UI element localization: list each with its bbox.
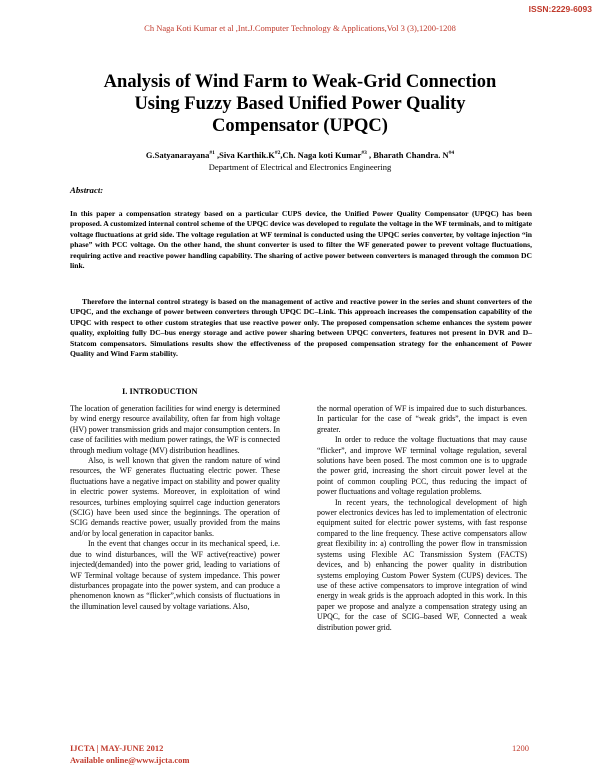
author-list — [0, 150, 600, 160]
title-line-1: Analysis of Wind Farm to Weak-Grid Connection — [103, 72, 497, 92]
author-2-mark: #2 — [274, 150, 281, 157]
department: Department of Electrical and Electronics Engineering — [208, 162, 392, 172]
author-2: ,Siva Karthik.K — [214, 150, 275, 160]
footer-journal — [70, 743, 189, 766]
intro-paragraph-6: In recent years, the technological development of high power electronics devices has led to implementation of electronic equipment suited for electric power systems, with fast response compared to the line frequency. These active compensators allow great flexibility in: a) controlling the power flow in transmission systems using Flexible AC Transmission System (FACTS) devices, and b) enhancing the power quality in distribution systems employing Custom Power System (CUPS) devices. The use of these active compensators to improve integration of wind energy in weak grids is the approach adopted in this work. In this paper we propose and analyze a compensation strategy using an UPQC, for the case of SCIG–based WF, Connected a weak distribution power grid. — [317, 497, 527, 632]
title-line-2: Using Fuzzy Based Unified Power Quality — [134, 94, 466, 114]
abstract-paragraph-2: Therefore the internal control strategy is based on the management of active and reactive power in the series and shunt converters of the UPQC, and the exchange of power between converters through UPQC DC–Link. This approach increases the compensation capability of the UPQC with respect to other custom strategies that use reactive power only. The proposed compensation scheme enhances the system power quality, exploiting fully DC–bus energy storage and active power sharing between UPQC converters, features not present in DVR and D–Statcom compensators. Simulations results show the effectiveness of the proposed compensation strategy for the enhancement of Power Quality and Wind Farm stability. — [70, 297, 532, 359]
intro-paragraph-5: In order to reduce the voltage fluctuations that may cause “flicker”, and improve WF terminal voltage regulation, several solutions have been posed. The most common one is to upgrade the power grid, increasing the short circuit power level at the point of common coupling PCC, thus reducing the impact of power fluctuations and voltage regulation problems. — [317, 435, 527, 497]
author-3-mark: #3 — [361, 150, 367, 157]
page-number: 1200 — [512, 743, 529, 753]
intro-paragraph-4: the normal operation of WF is impaired due to such disturbances. In particular for the case of “weak grids”, the impact is even greater. — [317, 404, 527, 434]
right-column — [317, 404, 527, 633]
author-1: G.Satyanarayana — [145, 150, 210, 160]
left-column — [70, 404, 280, 612]
abstract-paragraph-1: In this paper a compensation strategy based on a particular CUPS device, the Unified Power Quality Compensator (UPQC) has been proposed. A customized internal control scheme of the UPQC device was developed to regulate the voltage in the WF terminals, and to mitigate voltage fluctuations at grid side. The voltage regulation at WF terminal is conducted using the UPQC series converter, by voltage injection “in phase” with PCC voltage. On the other hand, the shunt converter is used to filter the WF generated power to prevent voltage fluctuations, requiring active and reactive power handling capability. The sharing of active power between converters is managed through the common DC link. — [70, 209, 532, 271]
author-1-mark: #1 — [209, 150, 215, 157]
author-4-mark: #4 — [448, 150, 455, 157]
footer-url: Available online@www.ijcta.com — [70, 754, 190, 765]
intro-paragraph-2: Also, is well known that given the random nature of wind resources, the WF generates fluctuating electric power. These fluctuations have a negative impact on stability and power quality in electric power systems. Moreover, in exploitation of wind resources, turbines employing squirrel cage induction generators (SCIG) have been used since the beginnings. The operation of SCIG demands reactive power, usually provided from the mains and/or by local generation in capacitor banks. — [70, 456, 280, 538]
title-line-3: Compensator (UPQC) — [212, 116, 388, 136]
author-3: ,Ch. Naga koti Kumar — [280, 150, 362, 160]
running-head: Ch Naga Koti Kumar et al ,Int.J.Computer Technology & Applications,Vol 3 (3),1200-1208 — [144, 23, 456, 33]
paper-title — [30, 71, 570, 137]
abstract-heading: Abstract: — [70, 185, 104, 195]
footer-journal-issue: IJCTA | MAY-JUNE 2012 — [70, 743, 164, 753]
issn-label: ISSN:2229-6093 — [528, 4, 592, 14]
intro-paragraph-1: The location of generation facilities for wind energy is determined by wind energy resource availability, often far from high voltage (HV) power transmission grids and major consumption centers. In case of facilities with medium power ratings, the WF is connected through medium voltage (MV) distribution headlines. — [70, 404, 280, 455]
intro-paragraph-3: In the event that changes occur in its mechanical speed, i.e. due to wind disturbances, will the WF active(reactive) power injected(demanded) into the power grid, leading to variations of WF Terminal voltage because of system impedance. This power disturbances propagate into the power system, and can produce a phenomenon known as “flicker”,which consists of fluctuations in the illumination level caused by voltage variations. Also, — [70, 539, 280, 611]
author-4: , Bharath Chandra. N — [366, 150, 449, 160]
section-heading-introduction: I. INTRODUCTION — [122, 386, 198, 396]
